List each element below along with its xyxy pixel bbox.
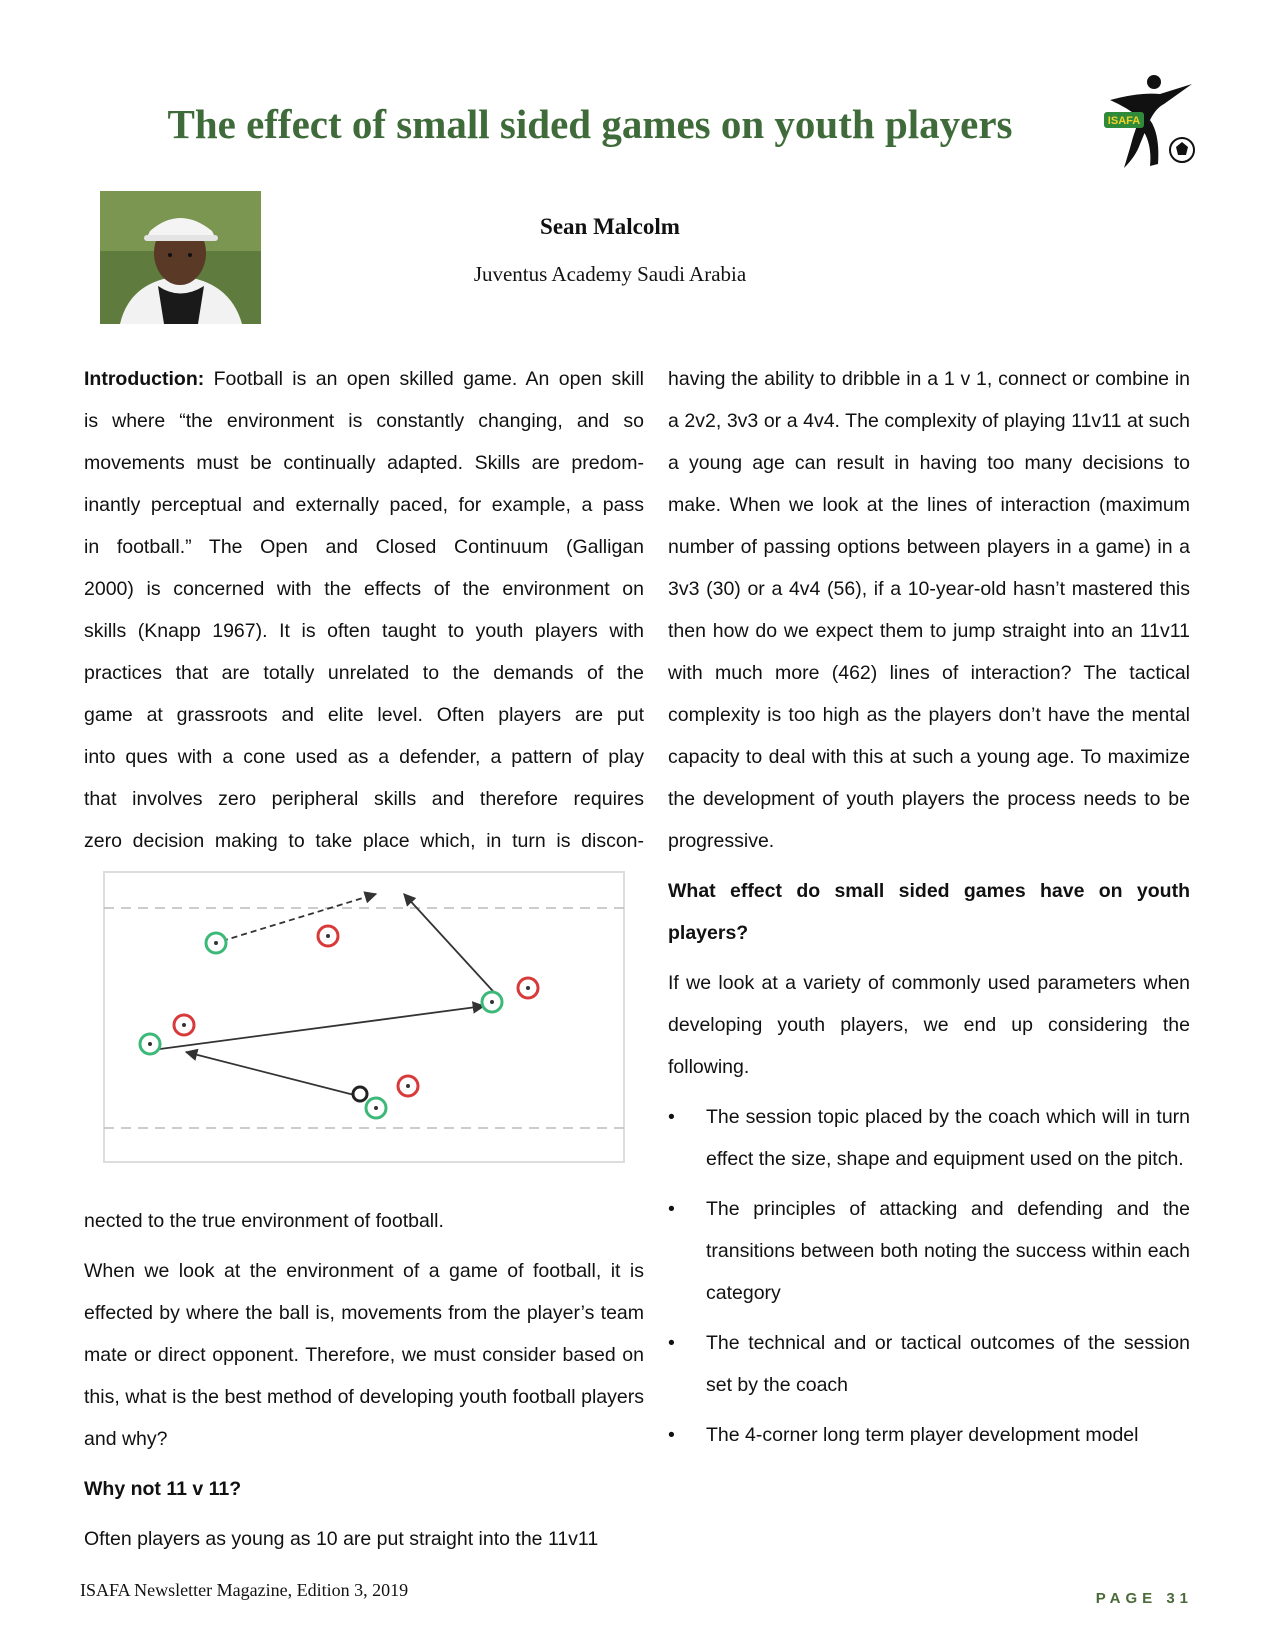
author-name: Sean Malcolm [540, 214, 680, 239]
page-number: PAGE 31 [1095, 1590, 1193, 1607]
bullet-icon: • [668, 1424, 675, 1446]
list-item: • The technical and or tactical outcomes of the session set by the coach [668, 1322, 1190, 1406]
heading-effect: What effect do small sided games have on youth players? [668, 880, 1190, 944]
intro-line: that involves zero peripheral skills and therefore requires [84, 788, 644, 810]
intro-label: Introduction: [84, 368, 205, 390]
passing-diagram [100, 870, 630, 1165]
bullet-icon: • [668, 1332, 675, 1354]
left-column-intro [84, 358, 644, 862]
author-photo [100, 191, 261, 324]
after-diagram-text: nected to the true environment of football. [84, 1210, 444, 1232]
intro-line: into ques with a cone used as a defender, a pattern of play [84, 746, 644, 768]
logo-lettering: ISAFA [1107, 115, 1141, 127]
list-item: • The principles of attacking and defending and the transitions between both noting the success within each category [668, 1188, 1190, 1314]
defender-marker [174, 1015, 194, 1035]
left-column-continued [84, 1200, 644, 1560]
heading-why-not-11v11: Why not 11 v 11? [84, 1478, 242, 1500]
defender-marker [518, 978, 538, 998]
intro-line: movements must be continually adapted. Skills are predom- [84, 452, 644, 474]
isafa-logo [1100, 72, 1210, 182]
list-item: • The 4-corner long term player development model [668, 1414, 1190, 1456]
attacker-marker [206, 933, 226, 953]
paragraph-environment: When we look at the environment of a game of football, it is effected by where the ball is, movements from the player’s team mate or direct opponent. Therefore, we must consider based on this, what is the best method of developing youth football players and why? [84, 1260, 644, 1450]
intro-line: practices that are totally unrelated to the demands of the [84, 662, 644, 684]
intro-line: skills (Knapp 1967). It is often taught to youth players with [84, 620, 644, 642]
intro-line: in football.” The Open and Closed Continuum (Galligan [84, 536, 644, 558]
list-item: • The session topic placed by the coach which will in turn effect the size, shape and equipment used on the pitch. [668, 1096, 1190, 1180]
paragraph-parameters: If we look at a variety of commonly used parameters when developing youth players, we end up considering the following. [668, 972, 1190, 1078]
attacker-marker [482, 992, 502, 1012]
defender-marker [398, 1076, 418, 1096]
intro-line-1: Introduction: Football is an open skilled game. An open skill [84, 368, 644, 390]
parameter-list [668, 1096, 1190, 1456]
intro-line: game at grassroots and elite level. Often players are put [84, 704, 644, 726]
intro-line: 2000) is concerned with the effects of the environment on [84, 578, 644, 600]
paragraph-complexity: having the ability to dribble in a 1 v 1, connect or combine in a 2v2, 3v3 or a 4v4. The complexity of playing 11v11 at such a young age can result in having too many decisions to make. When we look at the lines of interaction (maximum number of passing options between players in a game) in a 3v3 (30) or a 4v4 (56), if a 10-year-old hasn’t mastered this then how do we expect them to jump straight into an 11v11 with much more (462) lines of interaction? The tactical complexity is too high as the players don’t have the mental capacity to deal with this at such a young age. To maximize the development of youth players the process needs to be progressive. [668, 368, 1190, 852]
bullet-icon: • [668, 1198, 675, 1220]
paragraph-11v11: Often players as young as 10 are put straight into the 11v11 [84, 1528, 599, 1550]
attacker-marker [366, 1098, 386, 1118]
bullet-icon: • [668, 1106, 675, 1128]
intro-line: is where “the environment is constantly changing, and so [84, 410, 644, 432]
right-column [668, 358, 1190, 1464]
intro-line: zero decision making to take place which, in turn is discon- [84, 830, 644, 852]
defender-marker [318, 926, 338, 946]
attacker-marker [140, 1034, 160, 1054]
ball-marker [353, 1087, 367, 1101]
author-affiliation: Juventus Academy Saudi Arabia [473, 262, 747, 286]
footer-publication: ISAFA Newsletter Magazine, Edition 3, 2019 [80, 1580, 409, 1600]
intro-line: inantly perceptual and externally paced, for example, a pass [84, 494, 644, 516]
article-title: The effect of small sided games on youth players [167, 101, 1013, 147]
